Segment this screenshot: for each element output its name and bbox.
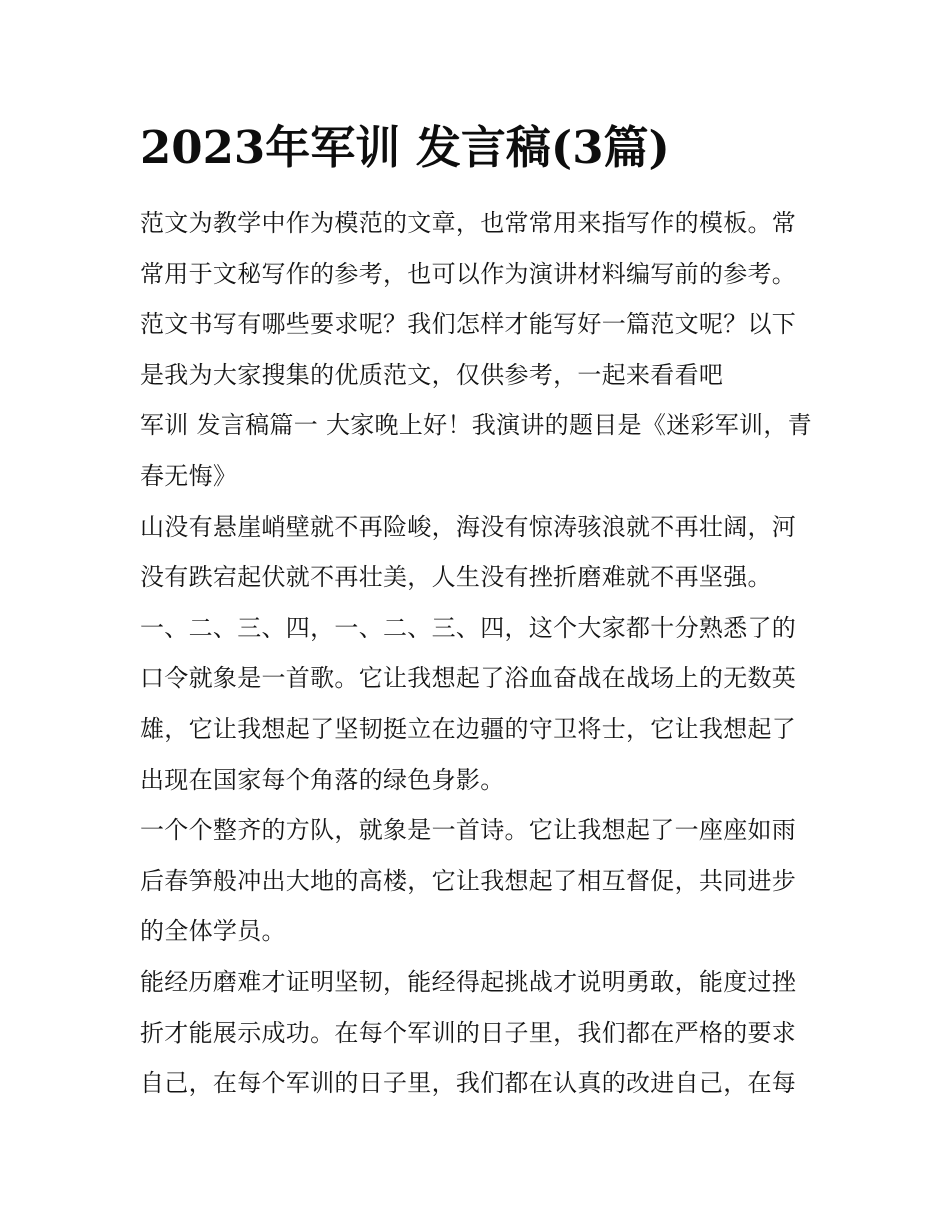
paragraph-mountains: 山没有悬崖峭壁就不再险峻，海没有惊涛骇浪就不再壮阔，河没有跌宕起伏就不再壮美，人生没有挫折磨难就不再坚强。 xyxy=(140,512,797,592)
paragraph-commands: 一、二、三、四，一、二、三、四，这个大家都十分熟悉了的口令就象是一首歌。它让我想起了浴血奋战在战场上的无数英雄，它让我想起了坚韧挺立在边疆的守卫将士，它让我想起了出现在国家每个角落的绿色身影。 xyxy=(140,613,797,794)
document-body xyxy=(140,198,812,1109)
paragraph-speech-opening: 军训 发言稿篇一 大家晚上好！我演讲的题目是《迷彩军训，青春无悔》 xyxy=(140,411,812,490)
document-title: 2023年军训 发言稿(3篇) xyxy=(140,121,670,174)
paragraph-hardship: 能经历磨难才证明坚韧，能经得起挑战才说明勇敢，能度过挫折才能展示成功。在每个军训的日子里，我们都在严格的要求自己，在每个军训的日子里，我们都在认真的改进自己，在每 xyxy=(140,967,797,1098)
paragraph-intro: 范文为教学中作为模范的文章，也常常用来指写作的模板。常常用于文秘写作的参考，也可以作为演讲材料编写前的参考。范文书写有哪些要求呢？我们怎样才能写好一篇范文呢？以下是我为大家搜集的优质范文，仅供参考，一起来看看吧 xyxy=(140,209,797,389)
paragraph-formations: 一个个整齐的方队，就象是一首诗。它让我想起了一座座如雨后春笋般冲出大地的高楼，它让我想起了相互督促，共同进步的全体学员。 xyxy=(140,816,797,946)
